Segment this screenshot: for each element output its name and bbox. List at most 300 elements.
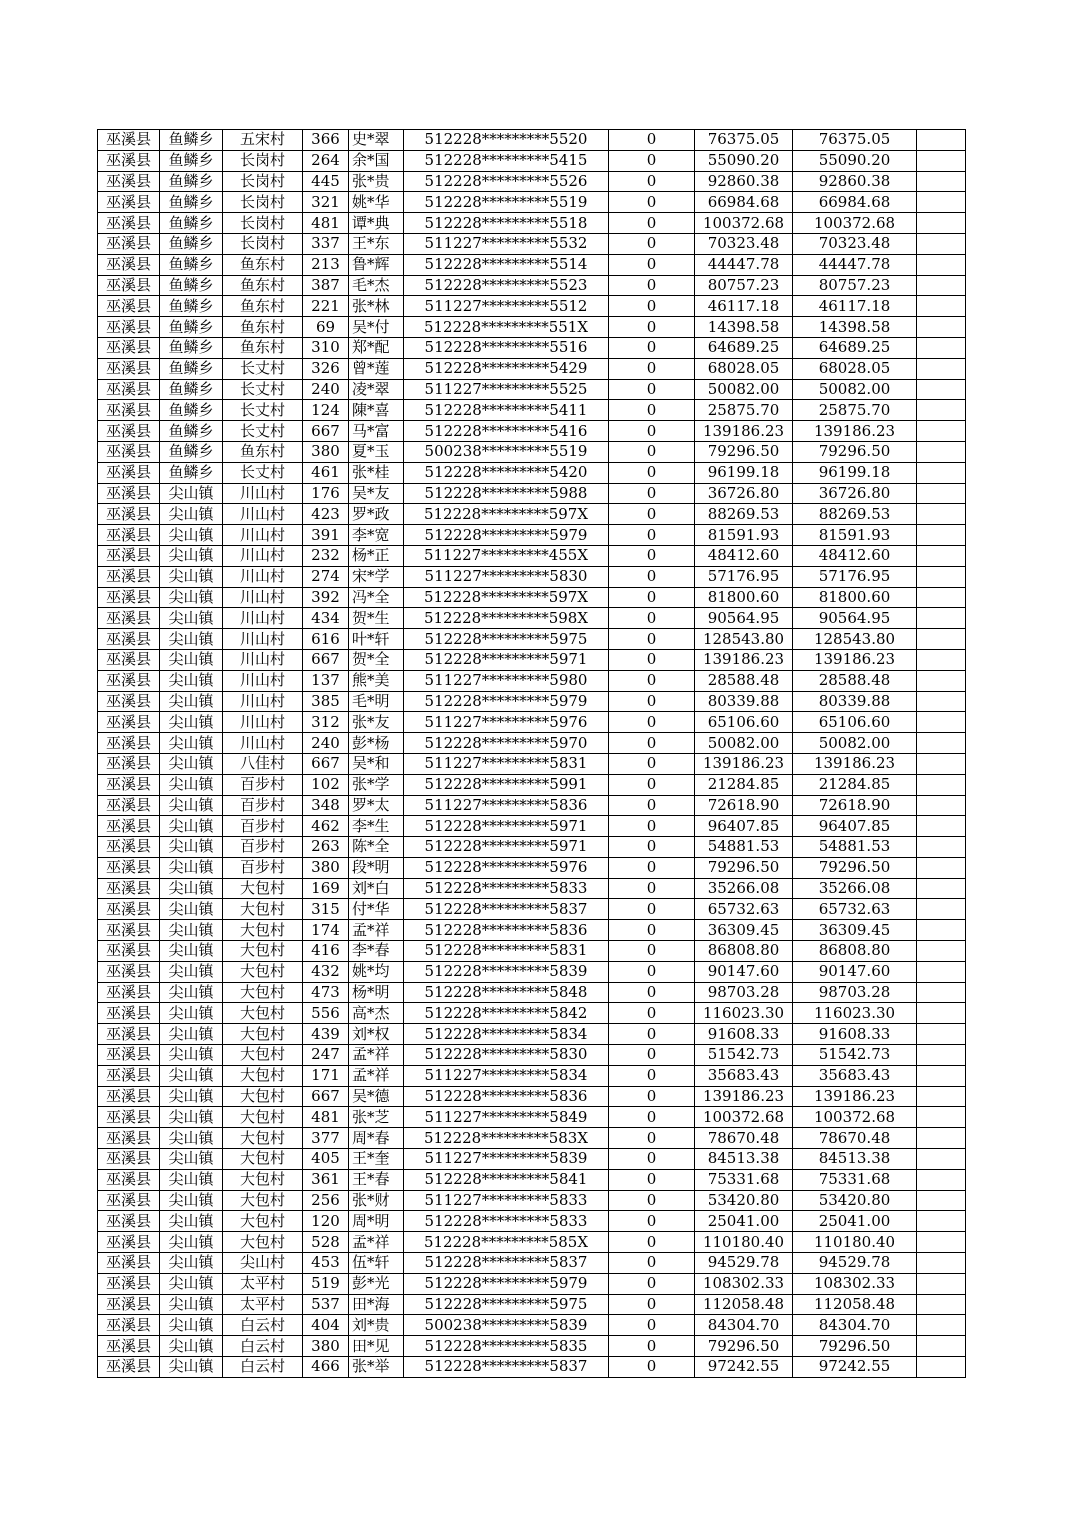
cell-note xyxy=(917,1357,966,1378)
cell-town: 鱼鳞乡 xyxy=(160,150,223,171)
cell-zero: 0 xyxy=(609,857,695,878)
cell-county: 巫溪县 xyxy=(98,816,160,837)
cell-amount2: 46117.18 xyxy=(793,296,917,317)
cell-amount1: 66984.68 xyxy=(695,192,793,213)
cell-county: 巫溪县 xyxy=(98,982,160,1003)
cell-zero: 0 xyxy=(609,171,695,192)
cell-area: 124 xyxy=(303,400,349,421)
cell-town: 尖山镇 xyxy=(160,1045,223,1066)
cell-id: 512228*********5975 xyxy=(404,1294,609,1315)
cell-town: 鱼鳞乡 xyxy=(160,421,223,442)
table-row xyxy=(98,899,966,920)
cell-county: 巫溪县 xyxy=(98,254,160,275)
cell-amount1: 139186.23 xyxy=(695,421,793,442)
cell-village: 大包村 xyxy=(223,899,303,920)
cell-county: 巫溪县 xyxy=(98,545,160,566)
cell-zero: 0 xyxy=(609,379,695,400)
cell-amount1: 78670.48 xyxy=(695,1128,793,1149)
cell-name: 罗*太 xyxy=(349,795,404,816)
cell-name: 吴*和 xyxy=(349,753,404,774)
cell-name: 付*华 xyxy=(349,899,404,920)
cell-county: 巫溪县 xyxy=(98,1107,160,1128)
cell-id: 512228*********5833 xyxy=(404,878,609,899)
cell-county: 巫溪县 xyxy=(98,1190,160,1211)
cell-id: 512228*********597X xyxy=(404,504,609,525)
cell-amount2: 35266.08 xyxy=(793,878,917,899)
cell-amount2: 72618.90 xyxy=(793,795,917,816)
cell-town: 尖山镇 xyxy=(160,1253,223,1274)
cell-name: 周*春 xyxy=(349,1128,404,1149)
cell-zero: 0 xyxy=(609,1357,695,1378)
cell-amount1: 128543.80 xyxy=(695,629,793,650)
table-row xyxy=(98,1003,966,1024)
cell-town: 尖山镇 xyxy=(160,712,223,733)
cell-county: 巫溪县 xyxy=(98,753,160,774)
table-row xyxy=(98,504,966,525)
cell-id: 512228*********5988 xyxy=(404,483,609,504)
cell-county: 巫溪县 xyxy=(98,233,160,254)
cell-county: 巫溪县 xyxy=(98,1024,160,1045)
table-row xyxy=(98,1045,966,1066)
cell-village: 大包村 xyxy=(223,1232,303,1253)
cell-village: 长丈村 xyxy=(223,379,303,400)
cell-id: 512228*********5526 xyxy=(404,171,609,192)
cell-name: 毛*明 xyxy=(349,691,404,712)
table-row xyxy=(98,670,966,691)
cell-amount2: 90564.95 xyxy=(793,608,917,629)
cell-name: 王*春 xyxy=(349,1169,404,1190)
cell-amount1: 98703.28 xyxy=(695,982,793,1003)
cell-town: 鱼鳞乡 xyxy=(160,379,223,400)
cell-amount2: 84513.38 xyxy=(793,1149,917,1170)
cell-area: 264 xyxy=(303,150,349,171)
cell-name: 陳*喜 xyxy=(349,400,404,421)
cell-id: 512228*********5416 xyxy=(404,421,609,442)
cell-amount2: 57176.95 xyxy=(793,566,917,587)
cell-id: 512228*********5520 xyxy=(404,130,609,151)
cell-village: 长岗村 xyxy=(223,150,303,171)
cell-area: 453 xyxy=(303,1253,349,1274)
cell-id: 512228*********5420 xyxy=(404,462,609,483)
cell-note xyxy=(917,1336,966,1357)
cell-id: 511227*********5830 xyxy=(404,566,609,587)
cell-zero: 0 xyxy=(609,1169,695,1190)
cell-area: 481 xyxy=(303,1107,349,1128)
cell-note xyxy=(917,670,966,691)
cell-id: 512228*********5516 xyxy=(404,337,609,358)
cell-county: 巫溪县 xyxy=(98,878,160,899)
cell-area: 380 xyxy=(303,1336,349,1357)
cell-zero: 0 xyxy=(609,150,695,171)
cell-note xyxy=(917,462,966,483)
cell-area: 432 xyxy=(303,961,349,982)
cell-village: 川山村 xyxy=(223,587,303,608)
cell-town: 鱼鳞乡 xyxy=(160,317,223,338)
cell-town: 尖山镇 xyxy=(160,1128,223,1149)
cell-amount1: 68028.05 xyxy=(695,358,793,379)
table-row xyxy=(98,171,966,192)
cell-amount2: 108302.33 xyxy=(793,1273,917,1294)
cell-id: 512228*********583X xyxy=(404,1128,609,1149)
cell-amount1: 35266.08 xyxy=(695,878,793,899)
cell-village: 川山村 xyxy=(223,733,303,754)
table-row xyxy=(98,1065,966,1086)
cell-area: 274 xyxy=(303,566,349,587)
cell-town: 鱼鳞乡 xyxy=(160,192,223,213)
cell-town: 尖山镇 xyxy=(160,774,223,795)
cell-zero: 0 xyxy=(609,1336,695,1357)
cell-amount1: 14398.58 xyxy=(695,317,793,338)
cell-amount1: 64689.25 xyxy=(695,337,793,358)
cell-id: 511227*********5976 xyxy=(404,712,609,733)
table-row xyxy=(98,712,966,733)
table-row xyxy=(98,1294,966,1315)
cell-town: 尖山镇 xyxy=(160,941,223,962)
cell-amount2: 139186.23 xyxy=(793,753,917,774)
cell-note xyxy=(917,130,966,151)
cell-town: 尖山镇 xyxy=(160,1190,223,1211)
cell-amount2: 128543.80 xyxy=(793,629,917,650)
cell-county: 巫溪县 xyxy=(98,1273,160,1294)
cell-name: 夏*玉 xyxy=(349,441,404,462)
table-row xyxy=(98,1232,966,1253)
cell-id: 512228*********5518 xyxy=(404,213,609,234)
cell-amount2: 79296.50 xyxy=(793,441,917,462)
cell-amount2: 96199.18 xyxy=(793,462,917,483)
cell-amount1: 55090.20 xyxy=(695,150,793,171)
cell-id: 512228*********5831 xyxy=(404,941,609,962)
cell-amount1: 36726.80 xyxy=(695,483,793,504)
cell-area: 667 xyxy=(303,1086,349,1107)
cell-county: 巫溪县 xyxy=(98,192,160,213)
cell-village: 鱼东村 xyxy=(223,317,303,338)
cell-village: 百步村 xyxy=(223,795,303,816)
cell-area: 348 xyxy=(303,795,349,816)
cell-county: 巫溪县 xyxy=(98,1357,160,1378)
cell-name: 凌*翠 xyxy=(349,379,404,400)
cell-amount2: 50082.00 xyxy=(793,379,917,400)
cell-note xyxy=(917,837,966,858)
cell-id: 511227*********5836 xyxy=(404,795,609,816)
cell-amount1: 100372.68 xyxy=(695,1107,793,1128)
table-row xyxy=(98,1315,966,1336)
table-row xyxy=(98,1107,966,1128)
cell-note xyxy=(917,483,966,504)
cell-name: 刘*权 xyxy=(349,1024,404,1045)
cell-zero: 0 xyxy=(609,566,695,587)
cell-area: 423 xyxy=(303,504,349,525)
cell-amount1: 91608.33 xyxy=(695,1024,793,1045)
table-row xyxy=(98,1086,966,1107)
cell-id: 512228*********5519 xyxy=(404,192,609,213)
cell-county: 巫溪县 xyxy=(98,130,160,151)
table-row xyxy=(98,774,966,795)
table-row xyxy=(98,130,966,151)
cell-county: 巫溪县 xyxy=(98,1128,160,1149)
cell-id: 512228*********5837 xyxy=(404,1357,609,1378)
cell-town: 尖山镇 xyxy=(160,1273,223,1294)
cell-zero: 0 xyxy=(609,1003,695,1024)
cell-id: 512228*********598X xyxy=(404,608,609,629)
table-row xyxy=(98,317,966,338)
table-row xyxy=(98,1149,966,1170)
cell-id: 512228*********5979 xyxy=(404,1273,609,1294)
cell-id: 512228*********5514 xyxy=(404,254,609,275)
cell-village: 长岗村 xyxy=(223,233,303,254)
cell-amount1: 110180.40 xyxy=(695,1232,793,1253)
cell-area: 366 xyxy=(303,130,349,151)
cell-village: 百步村 xyxy=(223,774,303,795)
cell-town: 鱼鳞乡 xyxy=(160,213,223,234)
cell-county: 巫溪县 xyxy=(98,920,160,941)
cell-amount1: 21284.85 xyxy=(695,774,793,795)
cell-note xyxy=(917,774,966,795)
cell-county: 巫溪县 xyxy=(98,337,160,358)
cell-amount2: 90147.60 xyxy=(793,961,917,982)
cell-id: 511227*********5833 xyxy=(404,1190,609,1211)
cell-zero: 0 xyxy=(609,1190,695,1211)
cell-note xyxy=(917,213,966,234)
cell-name: 郑*配 xyxy=(349,337,404,358)
cell-area: 221 xyxy=(303,296,349,317)
cell-village: 大包村 xyxy=(223,1107,303,1128)
cell-name: 曾*莲 xyxy=(349,358,404,379)
cell-note xyxy=(917,171,966,192)
cell-town: 尖山镇 xyxy=(160,816,223,837)
cell-amount2: 79296.50 xyxy=(793,857,917,878)
cell-amount2: 139186.23 xyxy=(793,421,917,442)
cell-zero: 0 xyxy=(609,462,695,483)
cell-zero: 0 xyxy=(609,1149,695,1170)
cell-village: 川山村 xyxy=(223,649,303,670)
cell-zero: 0 xyxy=(609,483,695,504)
table-row xyxy=(98,254,966,275)
cell-note xyxy=(917,254,966,275)
cell-zero: 0 xyxy=(609,1107,695,1128)
cell-county: 巫溪县 xyxy=(98,275,160,296)
cell-area: 481 xyxy=(303,213,349,234)
cell-amount2: 110180.40 xyxy=(793,1232,917,1253)
cell-name: 刘*贵 xyxy=(349,1315,404,1336)
cell-amount1: 90147.60 xyxy=(695,961,793,982)
cell-amount2: 100372.68 xyxy=(793,213,917,234)
cell-area: 361 xyxy=(303,1169,349,1190)
cell-name: 史*翠 xyxy=(349,130,404,151)
cell-town: 鱼鳞乡 xyxy=(160,233,223,254)
cell-id: 511227*********5980 xyxy=(404,670,609,691)
cell-amount2: 86808.80 xyxy=(793,941,917,962)
cell-id: 512228*********5836 xyxy=(404,920,609,941)
cell-name: 吴*付 xyxy=(349,317,404,338)
cell-name: 贺*全 xyxy=(349,649,404,670)
cell-area: 404 xyxy=(303,1315,349,1336)
cell-name: 贺*生 xyxy=(349,608,404,629)
cell-area: 169 xyxy=(303,878,349,899)
cell-name: 张*举 xyxy=(349,1357,404,1378)
cell-amount1: 108302.33 xyxy=(695,1273,793,1294)
cell-note xyxy=(917,1086,966,1107)
cell-amount1: 76375.05 xyxy=(695,130,793,151)
cell-area: 377 xyxy=(303,1128,349,1149)
cell-village: 川山村 xyxy=(223,712,303,733)
cell-note xyxy=(917,400,966,421)
cell-town: 尖山镇 xyxy=(160,483,223,504)
cell-county: 巫溪县 xyxy=(98,441,160,462)
cell-town: 鱼鳞乡 xyxy=(160,296,223,317)
cell-amount2: 80339.88 xyxy=(793,691,917,712)
table-row xyxy=(98,462,966,483)
cell-name: 姚*华 xyxy=(349,192,404,213)
cell-note xyxy=(917,421,966,442)
cell-name: 熊*美 xyxy=(349,670,404,691)
cell-area: 263 xyxy=(303,837,349,858)
cell-area: 556 xyxy=(303,1003,349,1024)
cell-note xyxy=(917,1273,966,1294)
cell-village: 太平村 xyxy=(223,1294,303,1315)
cell-village: 八佳村 xyxy=(223,753,303,774)
cell-county: 巫溪县 xyxy=(98,1232,160,1253)
cell-village: 鱼东村 xyxy=(223,275,303,296)
cell-town: 尖山镇 xyxy=(160,649,223,670)
cell-village: 大包村 xyxy=(223,920,303,941)
table-row xyxy=(98,733,966,754)
cell-amount2: 64689.25 xyxy=(793,337,917,358)
cell-amount1: 65106.60 xyxy=(695,712,793,733)
cell-village: 白云村 xyxy=(223,1315,303,1336)
cell-name: 张*学 xyxy=(349,774,404,795)
cell-village: 川山村 xyxy=(223,504,303,525)
table-row xyxy=(98,795,966,816)
cell-id: 512228*********5834 xyxy=(404,1024,609,1045)
cell-area: 387 xyxy=(303,275,349,296)
cell-amount1: 80757.23 xyxy=(695,275,793,296)
cell-amount1: 75331.68 xyxy=(695,1169,793,1190)
cell-note xyxy=(917,1190,966,1211)
cell-county: 巫溪县 xyxy=(98,1065,160,1086)
cell-zero: 0 xyxy=(609,1253,695,1274)
cell-zero: 0 xyxy=(609,296,695,317)
cell-area: 247 xyxy=(303,1045,349,1066)
cell-town: 鱼鳞乡 xyxy=(160,337,223,358)
cell-name: 鲁*辉 xyxy=(349,254,404,275)
cell-note xyxy=(917,712,966,733)
cell-zero: 0 xyxy=(609,712,695,733)
cell-note xyxy=(917,1253,966,1274)
cell-amount2: 98703.28 xyxy=(793,982,917,1003)
cell-county: 巫溪县 xyxy=(98,483,160,504)
cell-village: 川山村 xyxy=(223,525,303,546)
cell-area: 232 xyxy=(303,545,349,566)
cell-zero: 0 xyxy=(609,920,695,941)
cell-zero: 0 xyxy=(609,982,695,1003)
cell-note xyxy=(917,816,966,837)
cell-county: 巫溪县 xyxy=(98,712,160,733)
table-row xyxy=(98,296,966,317)
cell-name: 毛*杰 xyxy=(349,275,404,296)
table-row xyxy=(98,525,966,546)
cell-town: 尖山镇 xyxy=(160,587,223,608)
cell-area: 256 xyxy=(303,1190,349,1211)
cell-area: 439 xyxy=(303,1024,349,1045)
cell-county: 巫溪县 xyxy=(98,1253,160,1274)
cell-amount2: 55090.20 xyxy=(793,150,917,171)
table-row xyxy=(98,1336,966,1357)
table-row xyxy=(98,275,966,296)
cell-note xyxy=(917,317,966,338)
table-row xyxy=(98,379,966,400)
cell-note xyxy=(917,296,966,317)
cell-name: 彭*光 xyxy=(349,1273,404,1294)
cell-zero: 0 xyxy=(609,587,695,608)
cell-name: 王*东 xyxy=(349,233,404,254)
cell-village: 川山村 xyxy=(223,483,303,504)
cell-area: 137 xyxy=(303,670,349,691)
cell-id: 511227*********5532 xyxy=(404,233,609,254)
table-row xyxy=(98,337,966,358)
cell-name: 张*林 xyxy=(349,296,404,317)
cell-county: 巫溪县 xyxy=(98,379,160,400)
cell-county: 巫溪县 xyxy=(98,691,160,712)
cell-id: 500238*********5839 xyxy=(404,1315,609,1336)
table-row xyxy=(98,816,966,837)
cell-area: 240 xyxy=(303,733,349,754)
cell-area: 326 xyxy=(303,358,349,379)
cell-village: 五宋村 xyxy=(223,130,303,151)
cell-area: 528 xyxy=(303,1232,349,1253)
cell-amount1: 36309.45 xyxy=(695,920,793,941)
cell-id: 512228*********5971 xyxy=(404,649,609,670)
cell-zero: 0 xyxy=(609,254,695,275)
cell-county: 巫溪县 xyxy=(98,525,160,546)
cell-area: 337 xyxy=(303,233,349,254)
cell-id: 512228*********5841 xyxy=(404,1169,609,1190)
cell-town: 尖山镇 xyxy=(160,566,223,587)
table-row xyxy=(98,857,966,878)
cell-name: 谭*典 xyxy=(349,213,404,234)
cell-amount2: 65732.63 xyxy=(793,899,917,920)
cell-amount2: 66984.68 xyxy=(793,192,917,213)
cell-note xyxy=(917,1003,966,1024)
cell-id: 512228*********5839 xyxy=(404,961,609,982)
cell-amount1: 25041.00 xyxy=(695,1211,793,1232)
cell-amount1: 28588.48 xyxy=(695,670,793,691)
cell-amount1: 50082.00 xyxy=(695,379,793,400)
cell-amount1: 97242.55 xyxy=(695,1357,793,1378)
cell-town: 尖山镇 xyxy=(160,1232,223,1253)
cell-amount2: 54881.53 xyxy=(793,837,917,858)
cell-name: 陈*全 xyxy=(349,837,404,858)
cell-id: 511227*********5834 xyxy=(404,1065,609,1086)
cell-area: 380 xyxy=(303,441,349,462)
cell-county: 巫溪县 xyxy=(98,1169,160,1190)
cell-name: 张*芝 xyxy=(349,1107,404,1128)
cell-village: 百步村 xyxy=(223,857,303,878)
cell-county: 巫溪县 xyxy=(98,1315,160,1336)
cell-name: 李*春 xyxy=(349,941,404,962)
cell-county: 巫溪县 xyxy=(98,795,160,816)
cell-note xyxy=(917,961,966,982)
cell-note xyxy=(917,1065,966,1086)
cell-area: 434 xyxy=(303,608,349,629)
cell-note xyxy=(917,733,966,754)
cell-area: 445 xyxy=(303,171,349,192)
cell-zero: 0 xyxy=(609,878,695,899)
cell-county: 巫溪县 xyxy=(98,566,160,587)
cell-village: 大包村 xyxy=(223,982,303,1003)
cell-id: 512228*********5976 xyxy=(404,857,609,878)
cell-zero: 0 xyxy=(609,753,695,774)
cell-village: 长丈村 xyxy=(223,462,303,483)
